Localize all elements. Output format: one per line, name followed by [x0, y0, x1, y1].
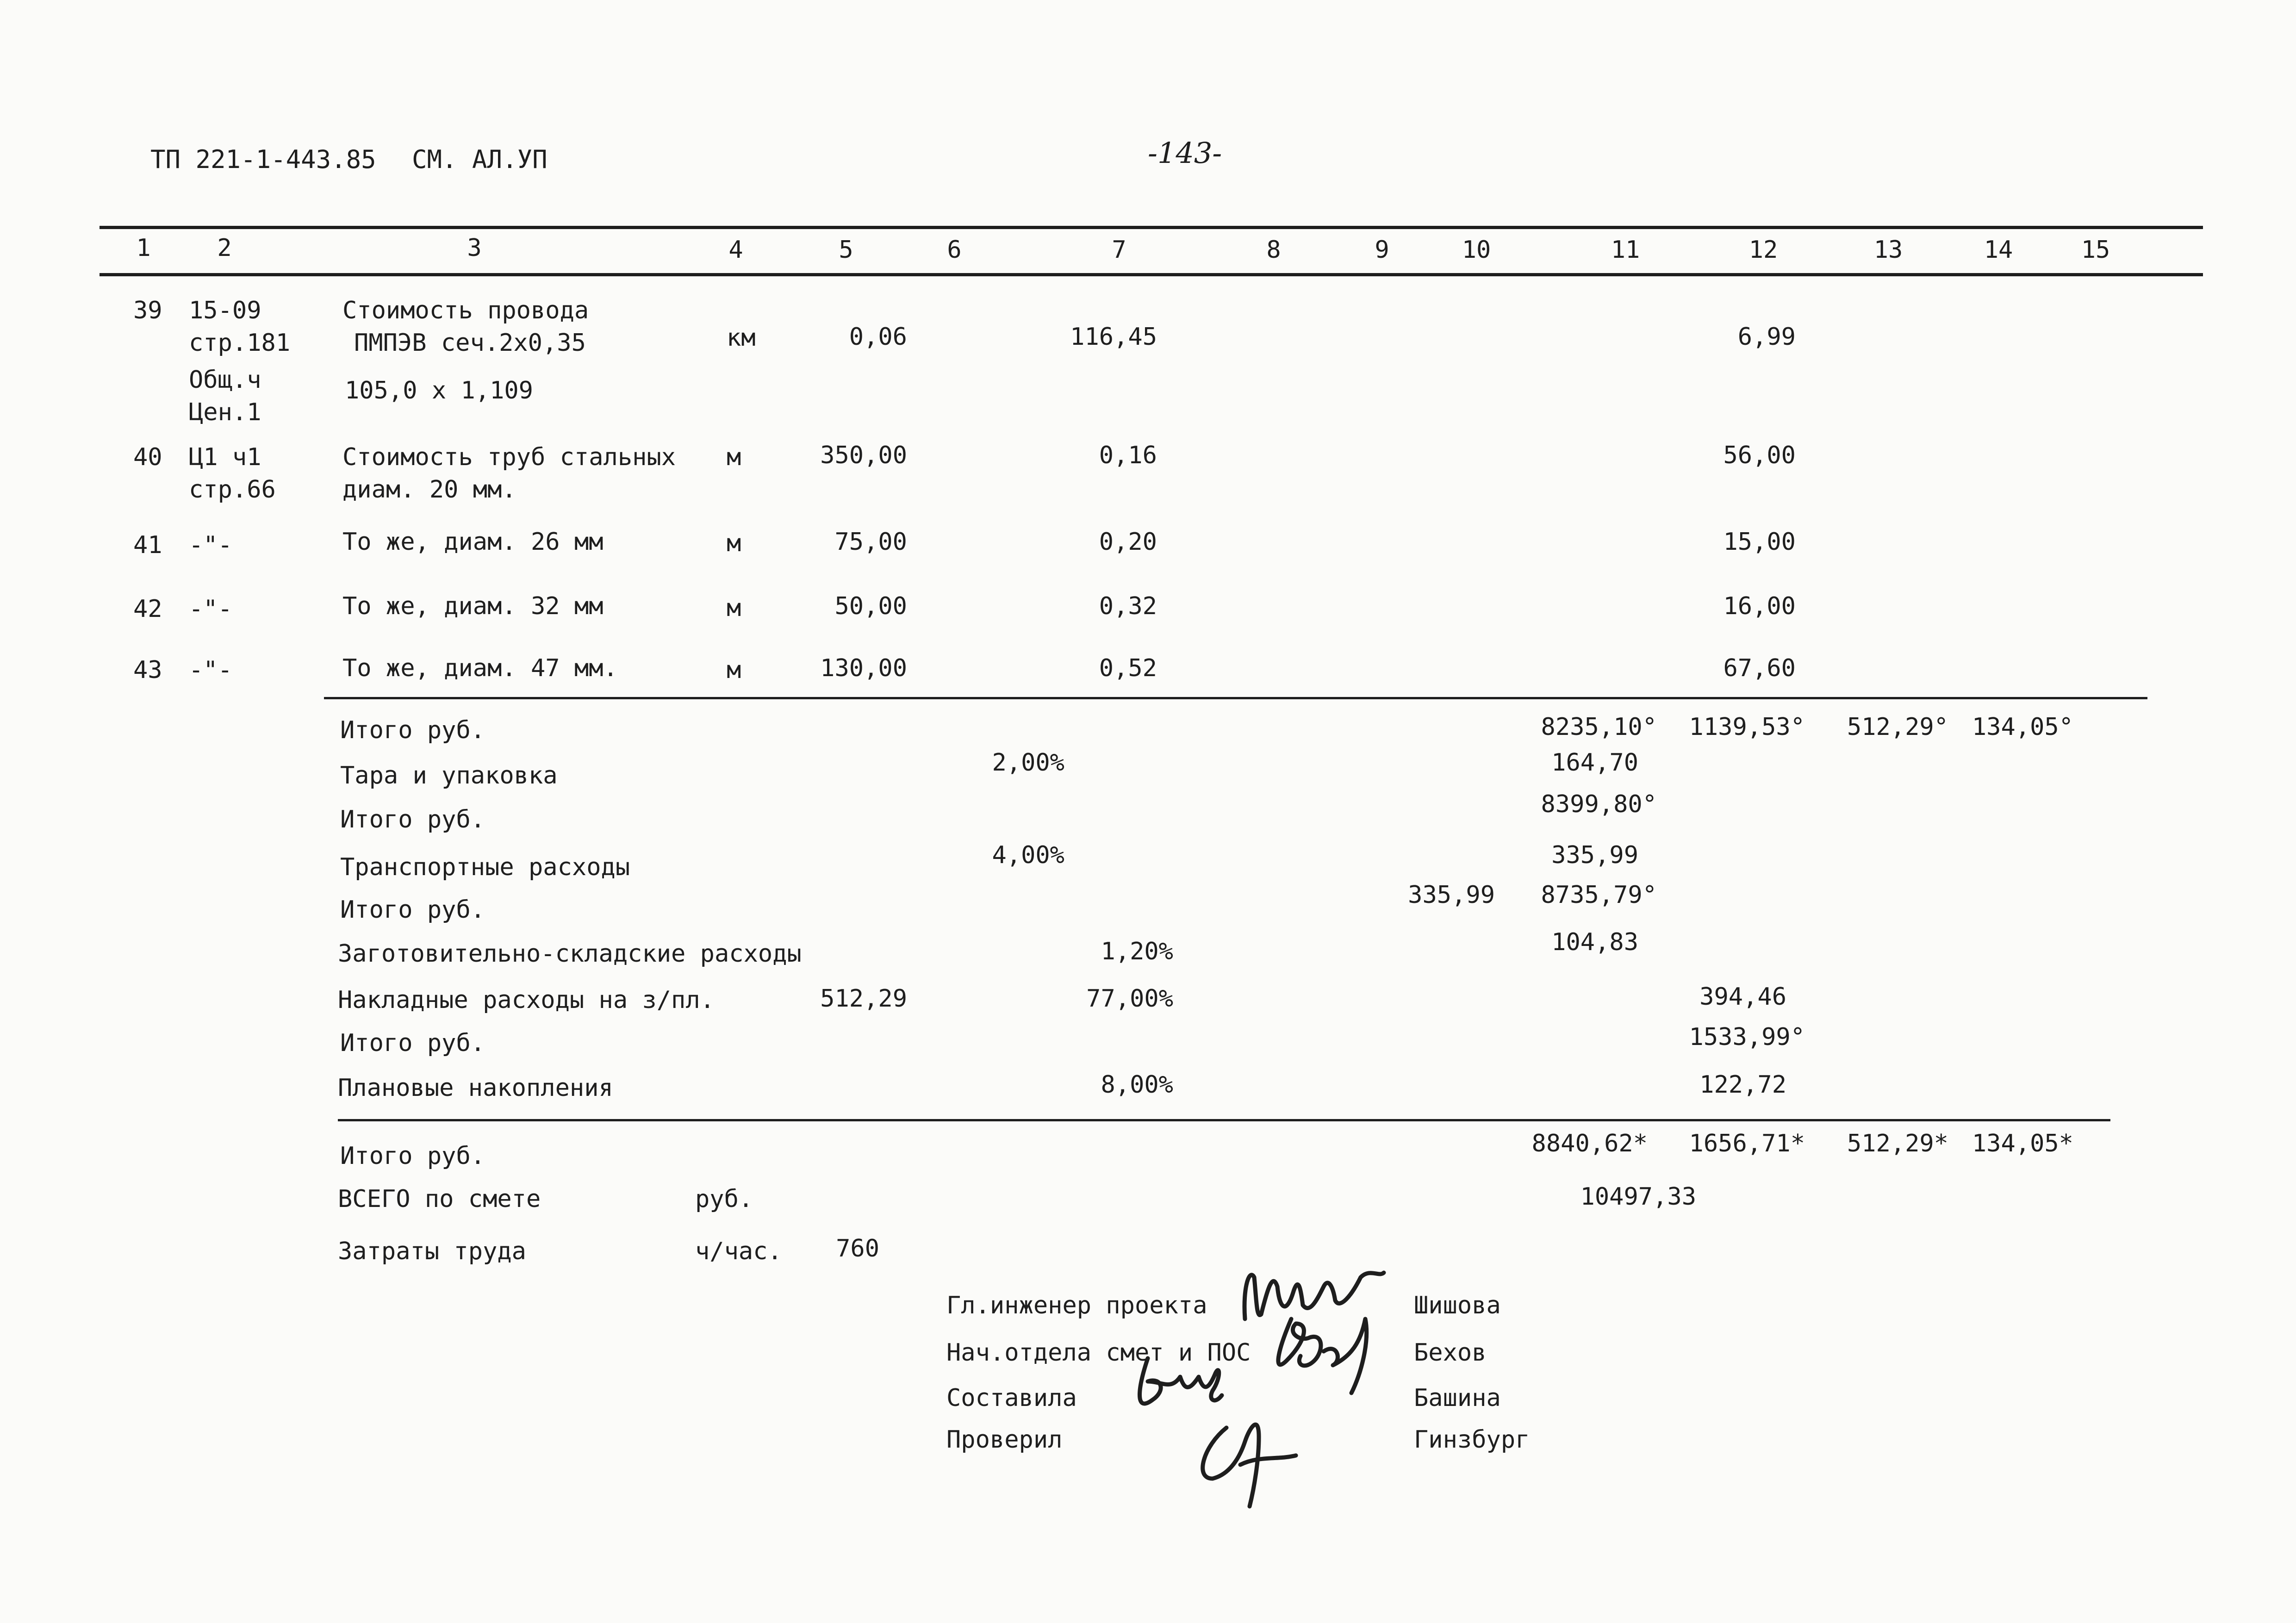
signer-role: Проверил: [946, 1426, 1063, 1454]
items-bottom-rule: [324, 697, 2147, 699]
quantity: 0,06: [849, 323, 907, 351]
material-cost: 56,00: [1723, 442, 1796, 469]
price-reference: -"-: [189, 656, 232, 684]
column-number: 6: [947, 236, 962, 264]
signer-name: Шишова: [1414, 1292, 1501, 1319]
item-description: Стоимость провода: [342, 297, 589, 324]
column-number: 8: [1266, 236, 1281, 264]
column-number: 12: [1748, 236, 1778, 264]
column-number: 2: [217, 234, 232, 262]
item-description: То же, диам. 32 мм: [342, 592, 604, 620]
summary-label: Итого руб.: [340, 1029, 485, 1057]
totals-unit: ч/час.: [695, 1237, 782, 1265]
rate-percent: 4,00%: [992, 841, 1064, 869]
grand-col-13: 512,29*: [1847, 1130, 1948, 1157]
summary-label: Тара и упаковка: [340, 762, 558, 790]
column-header-bottom-rule: [100, 273, 2203, 276]
total-col-13: 512,29°: [1847, 713, 1948, 741]
unit: км: [727, 324, 756, 352]
rate-percent: 2,00%: [992, 749, 1064, 777]
row-number: 39: [133, 297, 162, 324]
signer-name: Гинзбург: [1414, 1426, 1530, 1454]
unit-price: 0,16: [1099, 442, 1157, 469]
unit: м: [727, 443, 741, 471]
total-col-10: 335,99: [1408, 881, 1495, 909]
signer-role: Нач.отдела смет и ПОС: [946, 1339, 1251, 1367]
column-number: 1: [136, 234, 151, 262]
row-number: 42: [133, 595, 162, 623]
column-number: 4: [728, 236, 743, 264]
price-reference: стр.66: [189, 476, 276, 504]
wage-base: 512,29: [820, 985, 907, 1013]
price-calculation: 105,0 х 1,109: [345, 377, 533, 404]
summary-label: Плановые накопления: [338, 1074, 613, 1102]
totals-label: Затраты труда: [338, 1237, 526, 1265]
document-code: ТП 221-1-443.85: [150, 145, 376, 174]
item-description: Стоимость труб стальных: [342, 443, 676, 471]
labor-hours: 760: [836, 1235, 879, 1262]
quantity: 50,00: [834, 592, 907, 620]
total-col-11: 104,83: [1551, 928, 1638, 956]
total-col-12: 1533,99°: [1689, 1023, 1805, 1051]
material-cost: 6,99: [1737, 323, 1796, 351]
material-cost: 67,60: [1723, 654, 1796, 682]
column-number: 3: [467, 234, 482, 262]
unit: м: [727, 529, 741, 557]
signer-role: Составила: [946, 1384, 1077, 1412]
column-number: 13: [1873, 236, 1903, 264]
price-reference: стр.181: [189, 329, 291, 357]
totals-unit: руб.: [695, 1185, 753, 1213]
column-number: 11: [1611, 236, 1640, 264]
total-col-12: 122,72: [1699, 1071, 1786, 1099]
material-cost: 16,00: [1723, 592, 1796, 620]
material-cost: 15,00: [1723, 528, 1796, 556]
unit-price: 0,52: [1099, 654, 1157, 682]
summary-label: Итого руб.: [340, 806, 485, 833]
summary-label: Транспортные расходы: [340, 853, 630, 881]
summary-label: Накладные расходы на з/пл.: [338, 986, 715, 1014]
column-number: 7: [1112, 236, 1126, 264]
price-reference: -"-: [189, 531, 232, 559]
item-description: диам. 20 мм.: [342, 476, 516, 504]
summary-label: Итого руб.: [340, 896, 485, 924]
total-col-14: 134,05°: [1972, 713, 2073, 741]
price-reference: Ц1 ч1: [189, 443, 261, 471]
unit-price: 0,20: [1099, 528, 1157, 556]
price-reference: Цен.1: [189, 398, 261, 426]
signer-name: Бехов: [1414, 1339, 1487, 1367]
grand-col-12: 1656,71*: [1689, 1130, 1805, 1157]
total-col-11: 335,99: [1551, 841, 1638, 869]
totals-label: Итого руб.: [340, 1142, 485, 1170]
unit-price: 116,45: [1070, 323, 1157, 351]
row-number: 41: [133, 531, 162, 559]
quantity: 75,00: [834, 528, 907, 556]
total-col-11: 8399,80°: [1541, 790, 1657, 818]
item-description: То же, диам. 26 мм: [342, 528, 604, 556]
rate-percent: 8,00%: [1101, 1071, 1173, 1099]
item-description: То же, диам. 47 мм.: [342, 654, 618, 682]
grand-col-11: 8840,62*: [1531, 1130, 1648, 1157]
signature-checker: [1189, 1409, 1310, 1511]
total-col-12: 1139,53°: [1689, 713, 1805, 741]
total-col-11: 8235,10°: [1541, 713, 1657, 741]
item-description: ПМПЭВ сеч.2х0,35: [354, 329, 586, 357]
column-number: 14: [1984, 236, 2013, 264]
quantity: 350,00: [820, 442, 907, 469]
summary-bottom-rule: [338, 1119, 2110, 1121]
price-reference: Общ.ч: [189, 366, 261, 394]
signer-role: Гл.инженер проекта: [946, 1292, 1207, 1319]
table-top-rule: [100, 226, 2203, 229]
unit: м: [727, 594, 741, 622]
signer-name: Башина: [1414, 1384, 1501, 1412]
column-number: 15: [2081, 236, 2110, 264]
total-col-12: 394,46: [1699, 983, 1786, 1011]
price-reference: 15-09: [189, 297, 261, 324]
summary-label: Заготовительно-складские расходы: [338, 940, 802, 968]
signature-dept-head: [1268, 1305, 1388, 1398]
quantity: 130,00: [820, 654, 907, 682]
row-number: 43: [133, 656, 162, 684]
totals-label: ВСЕГО по смете: [338, 1185, 541, 1213]
summary-label: Итого руб.: [340, 716, 485, 744]
unit-price: 0,32: [1099, 592, 1157, 620]
column-number: 10: [1462, 236, 1491, 264]
unit: м: [727, 656, 741, 684]
column-number: 5: [839, 236, 853, 264]
price-reference: -"-: [189, 595, 232, 623]
album-reference: СМ. АЛ.УП: [412, 145, 548, 174]
row-number: 40: [133, 443, 162, 471]
column-number: 9: [1375, 236, 1389, 264]
rate-percent: 1,20%: [1101, 938, 1173, 965]
estimate-total: 10497,33: [1580, 1183, 1696, 1211]
total-col-11: 164,70: [1551, 749, 1638, 777]
page-number: -143-: [1148, 136, 1222, 170]
grand-col-14: 134,05*: [1972, 1130, 2073, 1157]
total-col-11: 8735,79°: [1541, 881, 1657, 909]
rate-percent: 77,00%: [1086, 985, 1173, 1013]
